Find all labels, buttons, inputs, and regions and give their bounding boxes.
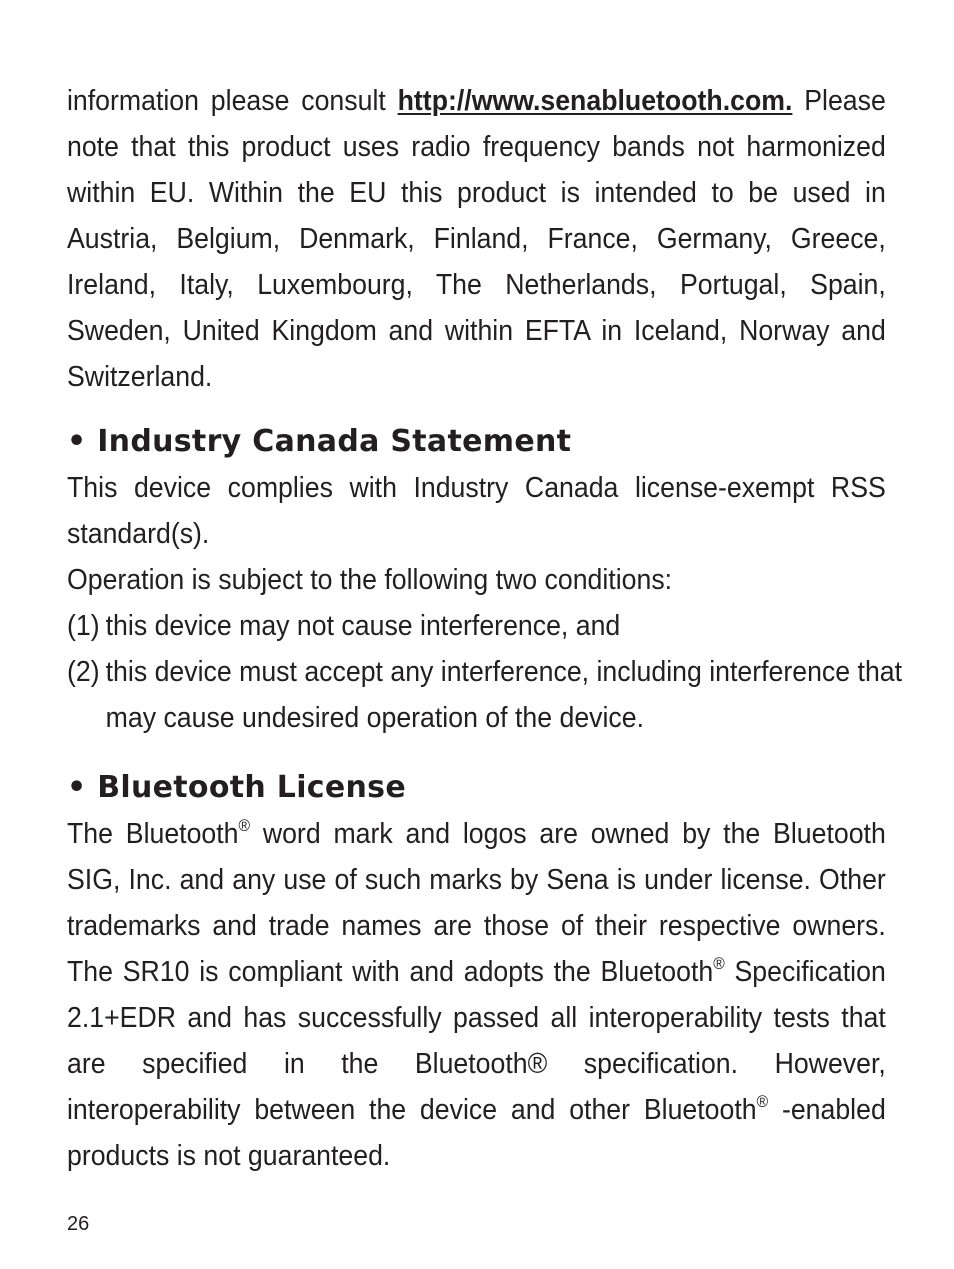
document-page — [67, 78, 903, 1179]
sena-website-link[interactable]: http://www.senabluetooth.com. — [397, 85, 793, 117]
eu-body-text: Please note that this product uses radio frequency bands not harmonized within EU. Within the EU this product is intended to be used in Austria, Belgium, Denmark, Finland, France, Germany, Greece, Ireland, Italy, Luxembourg, The Netherlands, Portugal, Spain, Sweden, United Kingdom and within EFTA in Iceland, Norway and Switzerland. — [67, 85, 886, 393]
industry-canada-intro: This device complies with Industry Canada license-exempt RSS standard(s). — [67, 472, 886, 550]
bluetooth-text-2: word mark and logos are owned by the Bluetooth SIG, Inc. and any use of such marks by Sena is under license. Other trademarks and trade names are those of their respective owners. The SR10 is compliant with and adopts the Bluetooth — [67, 818, 886, 988]
condition-number: (2) — [67, 656, 100, 688]
condition-text: this device may not cause interference, and — [105, 610, 621, 642]
page-number: 26 — [67, 1213, 90, 1235]
registered-mark: ® — [713, 954, 725, 973]
conditions-intro: Operation is subject to the following two conditions: — [67, 564, 673, 596]
bluetooth-license-heading: • Bluetooth License — [67, 770, 406, 805]
eu-lead-text: information please consult — [67, 85, 398, 117]
condition-item-2 — [67, 649, 924, 741]
condition-text: this device must accept any interference, including interference that may cause undesired operation of the device. — [105, 656, 903, 734]
industry-canada-heading: • Industry Canada Statement — [67, 424, 572, 459]
bluetooth-text-3: Specification 2.1+EDR and has successfully passed all interoperability tests that are specified in the Bluetooth® specification. However, interoperability between the device and other Bluetooth — [67, 956, 886, 1126]
eu-compliance-paragraph — [67, 78, 886, 400]
registered-mark: ® — [756, 1092, 769, 1111]
registered-mark: ® — [238, 816, 251, 835]
bluetooth-text-1: The Bluetooth — [67, 818, 239, 850]
bluetooth-license-paragraph — [67, 811, 886, 1179]
bluetooth-text-4: -enabled products is not guaranteed. — [67, 1094, 886, 1172]
condition-item-1 — [67, 603, 924, 649]
condition-number: (1) — [67, 610, 100, 642]
